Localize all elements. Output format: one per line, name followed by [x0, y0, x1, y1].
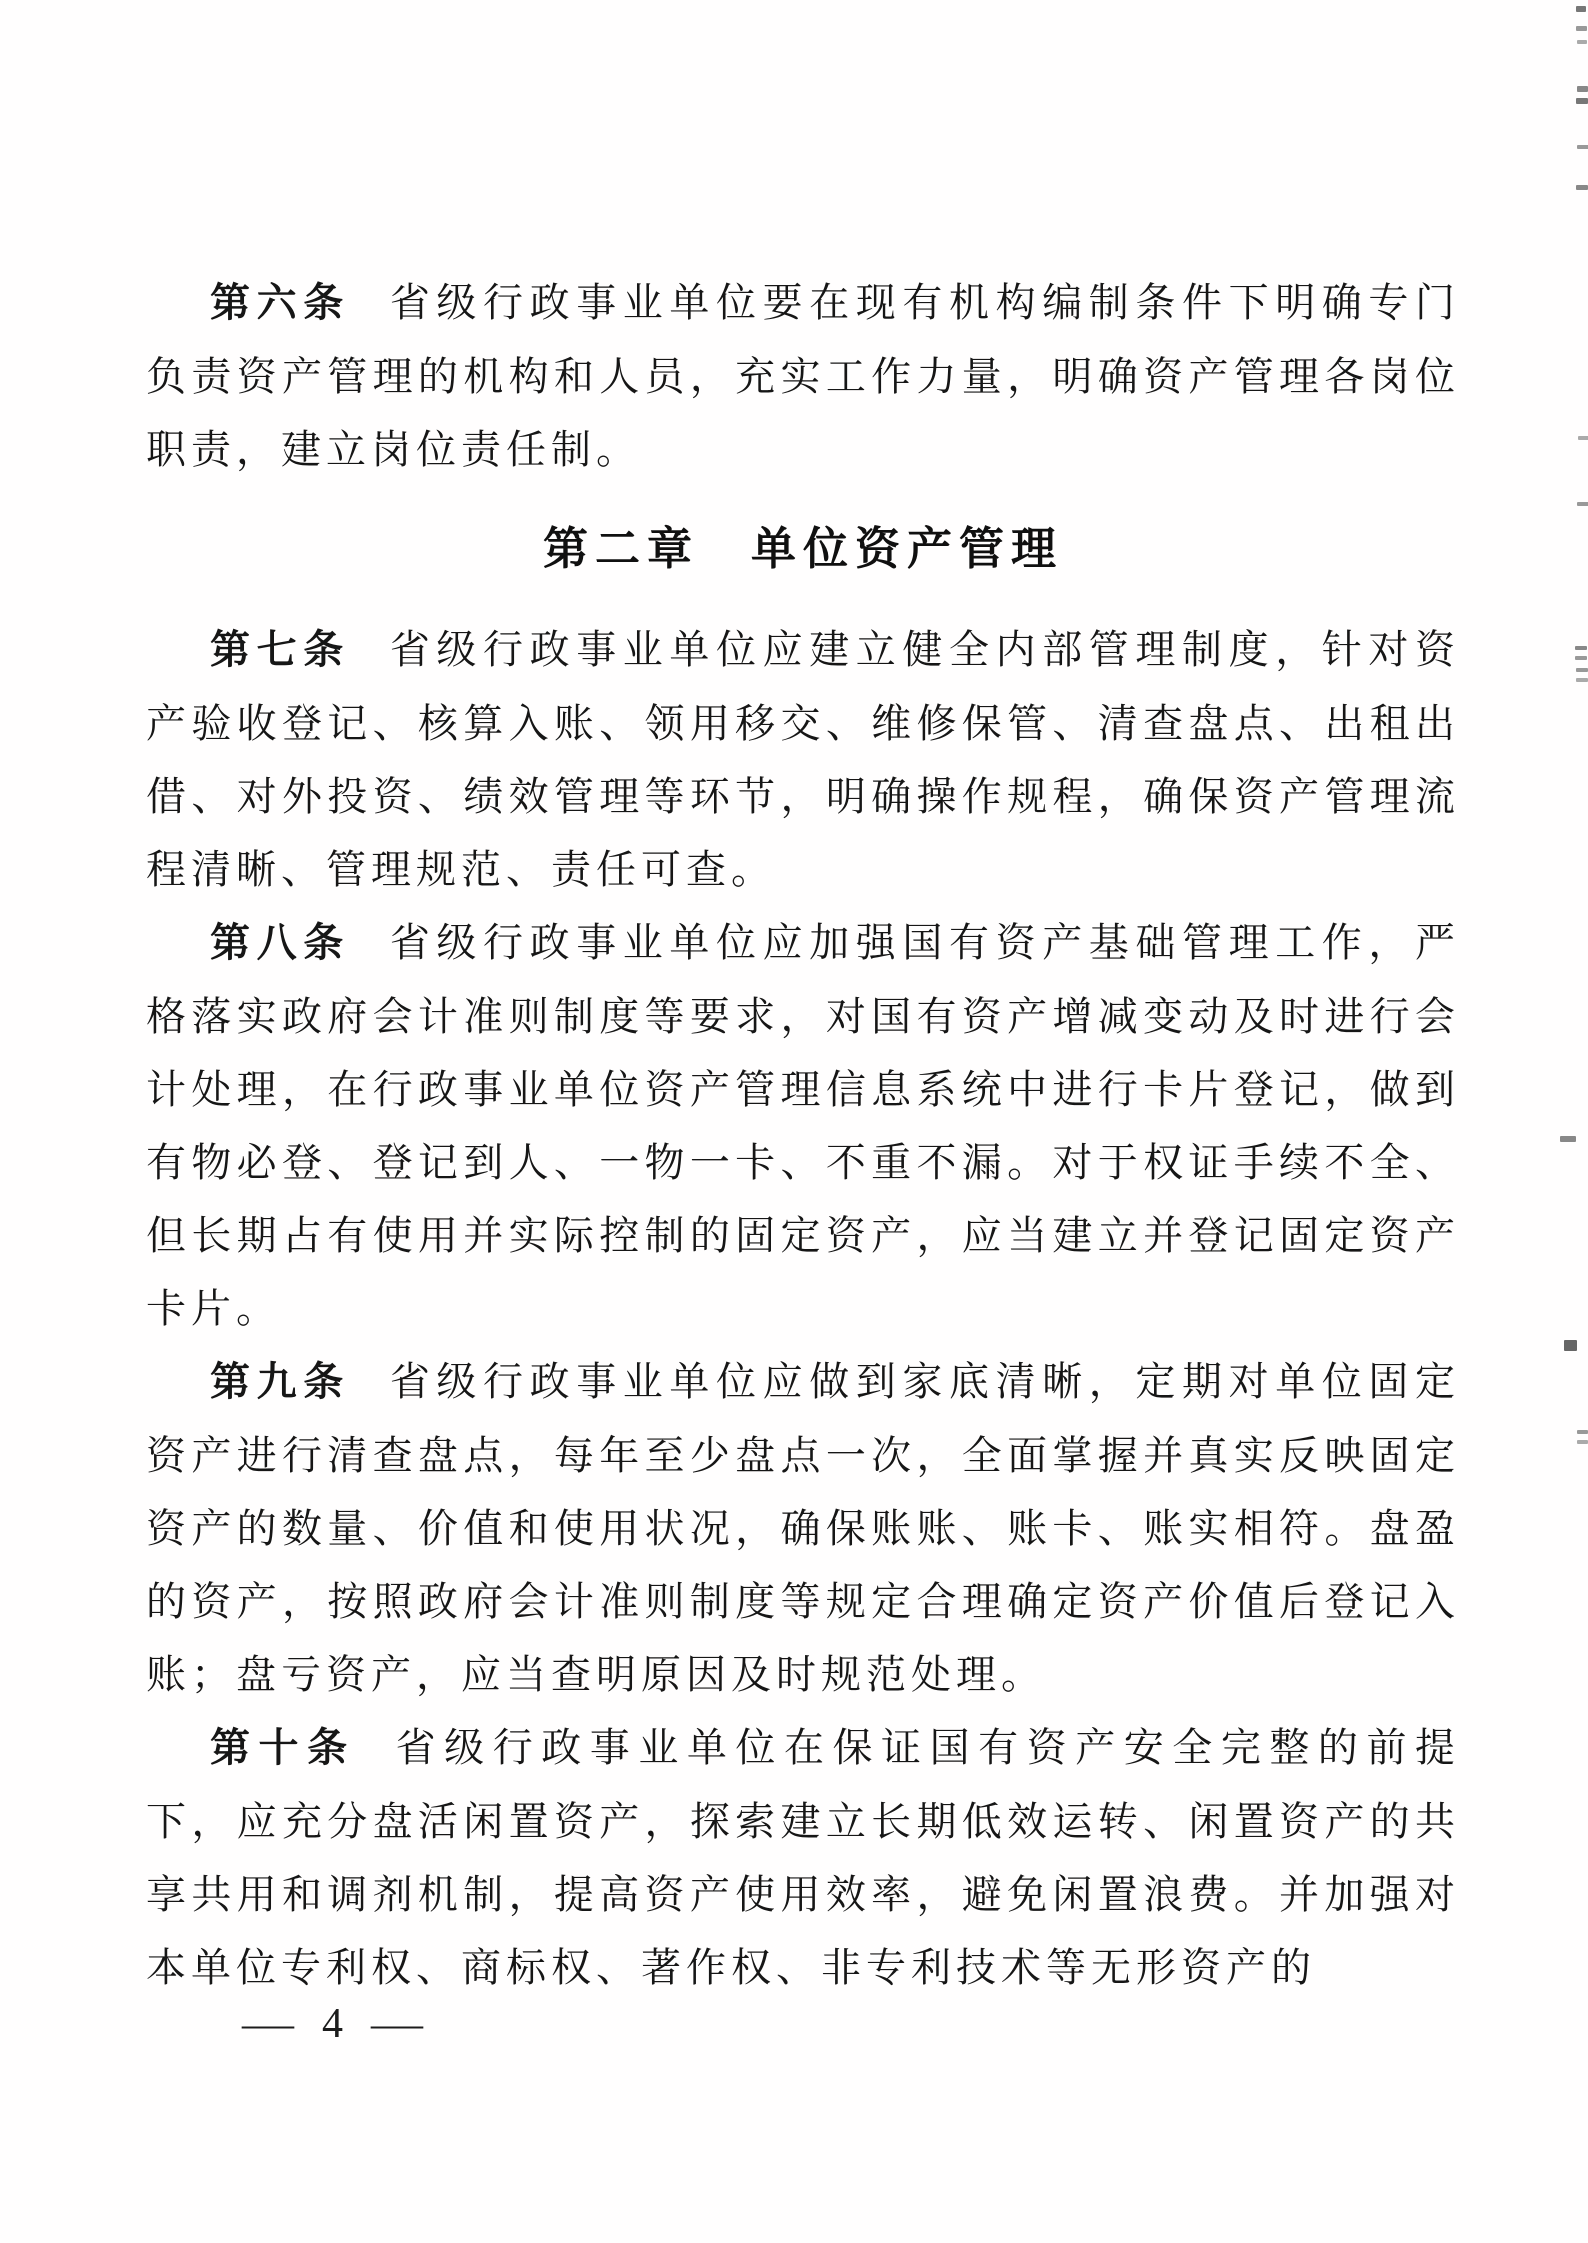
footer-left-dash: — — [242, 2001, 294, 2046]
scan-artifact — [1577, 86, 1588, 92]
scan-artifact — [1577, 502, 1588, 506]
article-text: 省级行政事业单位要在现有机构编制条件下明确专门负责资产管理的机构和人员，充实工作力量，明确资产管理各岗位职责，建立岗位责任制。 — [146, 280, 1461, 472]
article-number: 第六条 — [210, 281, 350, 325]
document-content — [146, 266, 1460, 2004]
scan-artifact — [1564, 1340, 1577, 1351]
article-number: 第十条 — [210, 1726, 356, 1770]
scan-artifact — [1578, 436, 1588, 440]
scan-artifact — [1575, 646, 1587, 650]
page-footer — [242, 2001, 423, 2047]
scan-artifact — [1577, 40, 1587, 44]
article-number: 第八条 — [210, 921, 350, 965]
scan-artifact — [1576, 678, 1588, 682]
scan-artifact — [1577, 1440, 1588, 1444]
scan-artifact — [1577, 1430, 1588, 1434]
article-paragraph-7 — [146, 613, 1460, 906]
article-paragraph-10 — [146, 1711, 1460, 2004]
article-text: 省级行政事业单位应做到家底清晰，定期对单位固定资产进行清查盘点，每年至少盘点一次，全面掌握并真实反映固定资产的数量、价值和使用状况，确保账账、账卡、账实相符。盘盈的资产，按照政府会计准则制度等规定合理确定资产价值后登记入账；盘亏资产，应当查明原因及时规范处理。 — [146, 1359, 1461, 1697]
article-paragraph-8 — [146, 906, 1460, 1345]
scan-artifact — [1576, 668, 1588, 672]
footer-right-dash: — — [371, 2001, 423, 2046]
scan-artifact — [1560, 1136, 1576, 1142]
article-number: 第七条 — [210, 628, 350, 672]
article-text: 省级行政事业单位应建立健全内部管理制度，针对资产验收登记、核算入账、领用移交、维修保管、清查盘点、出租出借、对外投资、绩效管理等环节，明确操作规程，确保资产管理流程清晰、管理规范、责任可查。 — [146, 627, 1461, 892]
chapter-heading: 第二章 单位资产管理 — [542, 523, 1063, 574]
page-number: 4 — [322, 2001, 343, 2047]
scan-artifact — [1577, 145, 1588, 149]
scan-artifact — [1575, 656, 1587, 660]
article-text: 省级行政事业单位应加强国有资产基础管理工作，严格落实政府会计准则制度等要求，对国有资产增减变动及时进行会计处理，在行政事业单位资产管理信息系统中进行卡片登记，做到有物必登、登记到人、一物一卡、不重不漏。对于权证手续不全、但长期占有使用并实际控制的固定资产，应当建立并登记固定资产卡片。 — [146, 920, 1461, 1331]
scan-artifact — [1576, 185, 1588, 190]
scan-artifact — [1576, 98, 1588, 104]
article-paragraph-9 — [146, 1345, 1460, 1711]
article-number: 第九条 — [210, 1360, 350, 1404]
article-paragraph-6 — [146, 266, 1460, 486]
scan-artifact — [1576, 26, 1587, 31]
article-text: 省级行政事业单位在保证国有资产安全完整的前提下，应充分盘活闲置资产，探索建立长期低效运转、闲置资产的共享共用和调剂机制，提高资产使用效率，避免闲置浪费。并加强对本单位专利权、商标权、著作权、非专利技术等无形资产的 — [146, 1725, 1460, 1990]
scan-artifact — [1576, 6, 1586, 12]
